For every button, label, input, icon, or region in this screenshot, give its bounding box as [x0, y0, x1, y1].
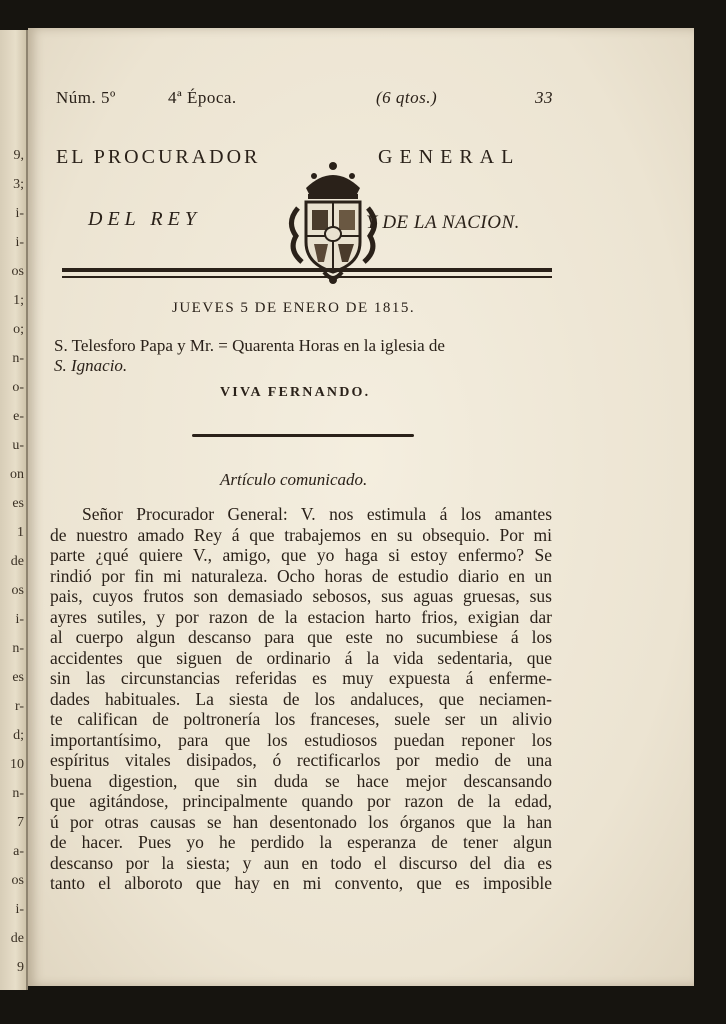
royal-coat-of-arms-icon — [284, 158, 382, 286]
prev-page-fragment: i- — [15, 902, 24, 917]
prev-page-fragment: n- — [12, 351, 24, 366]
article-line: al cuerpo algun descanso para que este no sucumbiese á los — [50, 627, 552, 647]
issue-number: Núm. 5º — [56, 88, 116, 107]
article-line: que agitándose, principalmente quando por razon de la edad, — [50, 791, 552, 811]
article-line: te califican de poltronería los franceses, suele ser un alivio — [50, 709, 552, 729]
masthead-del-rey: DEL REY — [88, 208, 201, 230]
newspaper-page — [28, 28, 694, 986]
prev-page-fragment: de — [10, 554, 24, 569]
article-line: ayres sutiles, y por razon de la estacion harto frios, exigian dar — [50, 606, 552, 627]
prev-page-fragment: a- — [13, 844, 24, 859]
epoch-label: 4ª Época. — [168, 88, 237, 107]
prev-page-fragment: 7 — [17, 815, 24, 830]
prev-page-fragment: 10 — [10, 757, 24, 772]
article-line: Señor Procurador General: V. nos estimula á los amantes — [82, 504, 552, 524]
article-line: rindió por fin mi naturaleza. Ocho horas de estudio diario en un — [50, 565, 552, 586]
article-line: accidentes que siguen de ordinario á la vida sedentaria, que — [50, 647, 552, 668]
prev-page-fragment: 1; — [13, 293, 24, 308]
masthead-el-procurador: EL PROCURADOR — [56, 146, 261, 168]
prev-page-fragment: i- — [15, 206, 24, 221]
prev-page-fragment: os — [11, 583, 24, 598]
article-line: de nuestro amado Rey á que trabajemos en su obsequio. Por mi — [50, 524, 552, 545]
article-line: dades habituales. La siesta de los andaluces, que neciamen- — [50, 688, 552, 709]
prev-page-fragment: n- — [12, 641, 24, 656]
masthead-rule-thin — [62, 276, 552, 278]
article-line: importantísimo, para que los estudiosos puedan reponer los — [50, 729, 552, 750]
masthead-de-la-nacion: Y DE LA NACION. — [366, 212, 520, 233]
prev-page-fragment: n- — [12, 786, 24, 801]
prev-page-fragment: e- — [13, 409, 24, 424]
masthead-rule-thick — [62, 268, 552, 272]
article-line: tanto el alboroto que hay en mi convento, que es imposible — [50, 873, 552, 893]
article-line: ú por otras causas se han desentonado los órganos que la han — [50, 811, 552, 832]
article-line: sin las circunstancias referidas es muy expuesta á enferme- — [50, 668, 552, 688]
prev-page-fragment: d; — [13, 728, 24, 743]
section-divider — [192, 434, 414, 437]
prev-page-fragment: on — [10, 467, 24, 482]
date-line: JUEVES 5 DE ENERO DE 1815. — [172, 300, 416, 316]
price-label: (6 qtos.) — [376, 88, 438, 107]
prev-page-fragment: os — [11, 873, 24, 888]
page-number: 33 — [535, 88, 553, 107]
article-line: descanso por la siesta; y aun en todo el discurso del dia es — [50, 852, 552, 873]
prev-page-fragment: es — [12, 670, 24, 685]
prev-page-fragment: o- — [12, 380, 24, 395]
article-title: Artículo comunicado. — [220, 470, 368, 489]
article-line: de hacer. Pues yo he perdido la esperanza de tener algun — [50, 832, 552, 852]
prev-page-fragment: 3; — [13, 177, 24, 192]
prev-page-fragment: os — [11, 264, 24, 279]
prev-page-fragment: u- — [12, 438, 24, 453]
prev-page-fragment: es — [12, 496, 24, 511]
prev-page-fragment: o; — [13, 322, 24, 337]
article-line: buena digestion, que sin duda se hace mejor descansando — [50, 770, 552, 791]
article-line: parte ¿qué quiere V., amigo, que yo haga si estoy enfermo? Se — [50, 545, 552, 565]
previous-page-edge — [0, 30, 28, 990]
saints-line-2: S. Ignacio. — [54, 356, 128, 375]
article-line: pais, cuyos frutos son demasiado sebosos, sus aguas gruesas, sus — [50, 586, 552, 606]
prev-page-fragment: i- — [15, 612, 24, 627]
prev-page-fragment: 9 — [17, 960, 24, 975]
masthead-general: GENERAL — [378, 146, 521, 168]
prev-page-fragment: de — [10, 931, 24, 946]
prev-page-fragment: 1 — [17, 525, 24, 540]
prev-page-fragment: r- — [14, 699, 24, 714]
saints-line-1: S. Telesforo Papa y Mr. = Quarenta Horas en la iglesia de — [54, 336, 445, 355]
prev-page-fragment: i- — [15, 235, 24, 250]
article-line: espíritus vitales disipados, ó rectificarlos por medio de una — [50, 750, 552, 770]
motto: VIVA FERNANDO. — [220, 385, 371, 400]
prev-page-fragment: 9, — [13, 148, 24, 163]
